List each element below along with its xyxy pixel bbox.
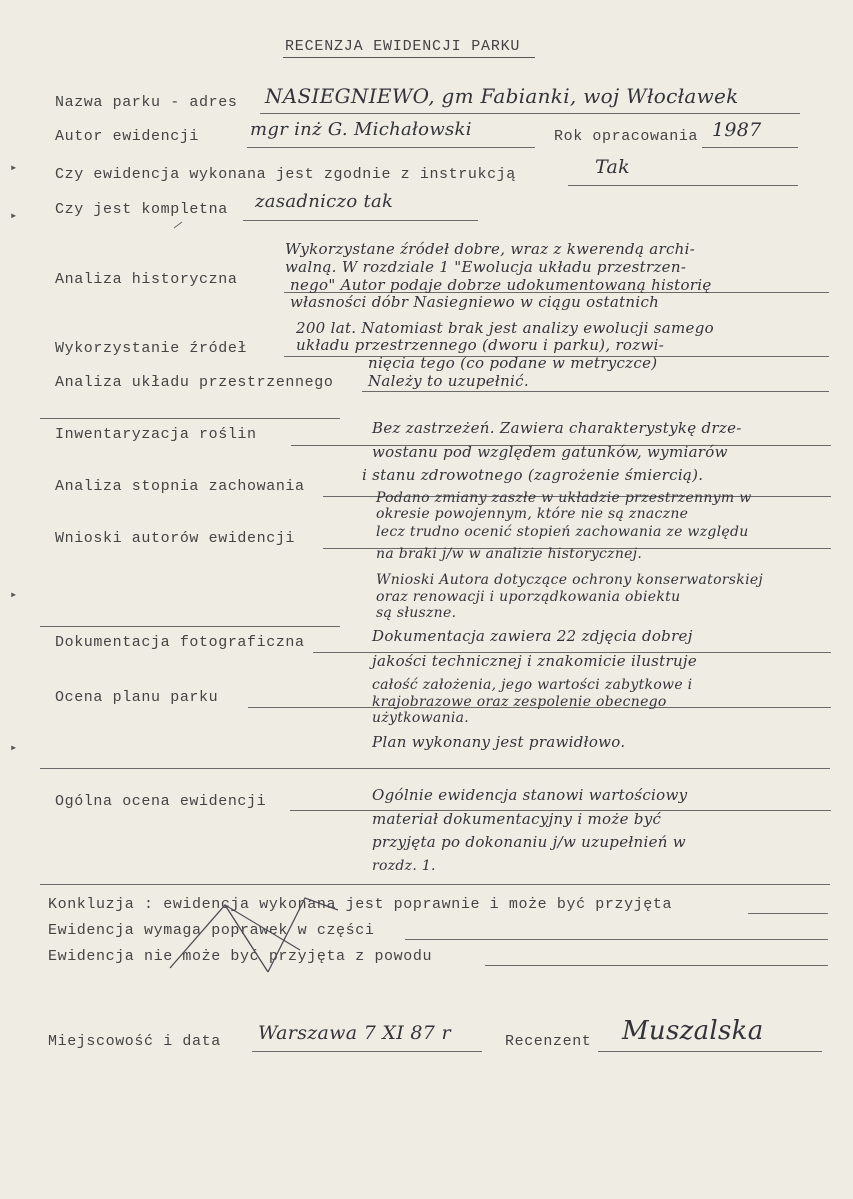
history-line: własności dóbr Nasiegniewo w ciągu ostatnich: [290, 293, 660, 311]
history-line: Należy to uzupełnić.: [368, 372, 529, 390]
plants-line: Wnioski Autora dotyczące ochrony konserwatorskiej: [376, 572, 764, 588]
stray-mark: [174, 222, 182, 228]
preservation-label: Analiza stopnia zachowania: [55, 478, 305, 495]
history-line: nego" Autor podaje dobrze udokumentowaną historię: [290, 276, 712, 294]
plants-line: Podano zmiany zaszłe w układzie przestrzennym w: [376, 490, 752, 506]
plants-line: oraz renowacji i uporządkowania obiektu: [376, 589, 681, 605]
history-line: układu przestrzennego (dworu i parku), rozwi-: [296, 336, 665, 354]
strike-stroke: [268, 898, 338, 972]
plants-line: na braki j/w w analizie historycznej.: [376, 546, 643, 562]
photo-line: Plan wykonany jest prawidłowo.: [372, 733, 626, 751]
photo-line: całość założenia, jego wartości zabytkowe i: [372, 677, 693, 693]
history-line: nięcia tego (co podane w metryczce): [368, 354, 658, 372]
park-name-label: Nazwa parku - adres: [55, 94, 238, 111]
plants-label: Inwentaryzacja roślin: [55, 426, 257, 443]
plants-line: Bez zastrzeżeń. Zawiera charakterystykę drze-: [372, 419, 742, 437]
plants-line: i stanu zdrowotnego (zagrożenie śmiercią).: [362, 466, 704, 484]
overall-label: Ogólna ocena ewidencji: [55, 793, 267, 810]
overall-line: przyjęta po dokonaniu j/w uzupełnień w: [372, 833, 686, 851]
complete-label: Czy jest kompletna: [55, 201, 228, 218]
place-date-label: Miejscowość i data: [48, 1033, 221, 1050]
reviewer-label: Recenzent: [505, 1033, 592, 1050]
author-value: mgr inż G. Michałowski: [250, 119, 472, 140]
complete-value: zasadniczo tak: [255, 191, 394, 212]
photo-line: krajobrazowe oraz zespolenie obecnego: [372, 694, 667, 710]
author-label: Autor ewidencji: [55, 128, 200, 145]
plants-line: lecz trudno ocenić stopień zachowania ze względu: [376, 524, 749, 540]
history-line: walną. W rozdziale 1 "Ewolucja układu przestrzen-: [285, 258, 687, 276]
sources-label: Wykorzystanie źródeł: [55, 340, 248, 357]
plants-line: okresie powojennym, które nie są znaczne: [376, 506, 689, 522]
history-line: 200 lat. Natomiast brak jest analizy ewolucji samego: [296, 319, 714, 337]
margin-mark: ▸: [10, 741, 18, 755]
instruction-label: Czy ewidencja wykonana jest zgodnie z instrukcją: [55, 166, 516, 183]
overall-line: Ogólnie ewidencja stanowi wartościowy: [372, 786, 688, 804]
page-title: RECENZJA EWIDENCJI PARKU: [285, 38, 521, 55]
plants-line: wostanu pod względem gatunków, wymiarów: [372, 443, 728, 461]
margin-mark: ▸: [10, 588, 18, 602]
overall-line: materiał dokumentacyjny i może być: [372, 810, 662, 828]
year-value: 1987: [712, 119, 762, 141]
conclusion-line-3: Ewidencja nie może być przyjęta z powodu: [48, 948, 433, 965]
conclusion-line-1: Konkluzja : ewidencja wykonana jest poprawnie i może być przyjęta: [48, 896, 673, 913]
park-name-value: NASIEGNIEWO, gm Fabianki, woj Włocławek: [265, 84, 739, 108]
plan-label: Ocena planu parku: [55, 689, 219, 706]
historical-label: Analiza historyczna: [55, 271, 238, 288]
photo-line: użytkowania.: [372, 710, 470, 726]
layout-label: Analiza układu przestrzennego: [55, 374, 334, 391]
photo-label: Dokumentacja fotograficzna: [55, 634, 305, 651]
margin-mark: ▸: [10, 161, 18, 175]
plants-line: są słuszne.: [376, 605, 457, 621]
signature: Muszalska: [622, 1016, 764, 1046]
instruction-value: Tak: [595, 156, 630, 178]
history-line: Wykorzystane źródeł dobre, wraz z kwerendą archi-: [285, 240, 696, 258]
year-label: Rok opracowania: [554, 128, 699, 145]
conclusion-line-2: Ewidencja wymaga poprawek w części: [48, 922, 375, 939]
margin-mark: ▸: [10, 209, 18, 223]
strike-stroke: [225, 905, 300, 950]
conclusions-label: Wnioski autorów ewidencji: [55, 530, 296, 547]
photo-line: Dokumentacja zawiera 22 zdjęcia dobrej: [372, 627, 693, 645]
strike-stroke: [170, 905, 268, 972]
photo-line: jakości technicznej i znakomicie ilustruje: [372, 652, 698, 670]
place-date-value: Warszawa 7 XI 87 r: [258, 1022, 451, 1044]
overall-line: rozdz. 1.: [372, 858, 436, 874]
